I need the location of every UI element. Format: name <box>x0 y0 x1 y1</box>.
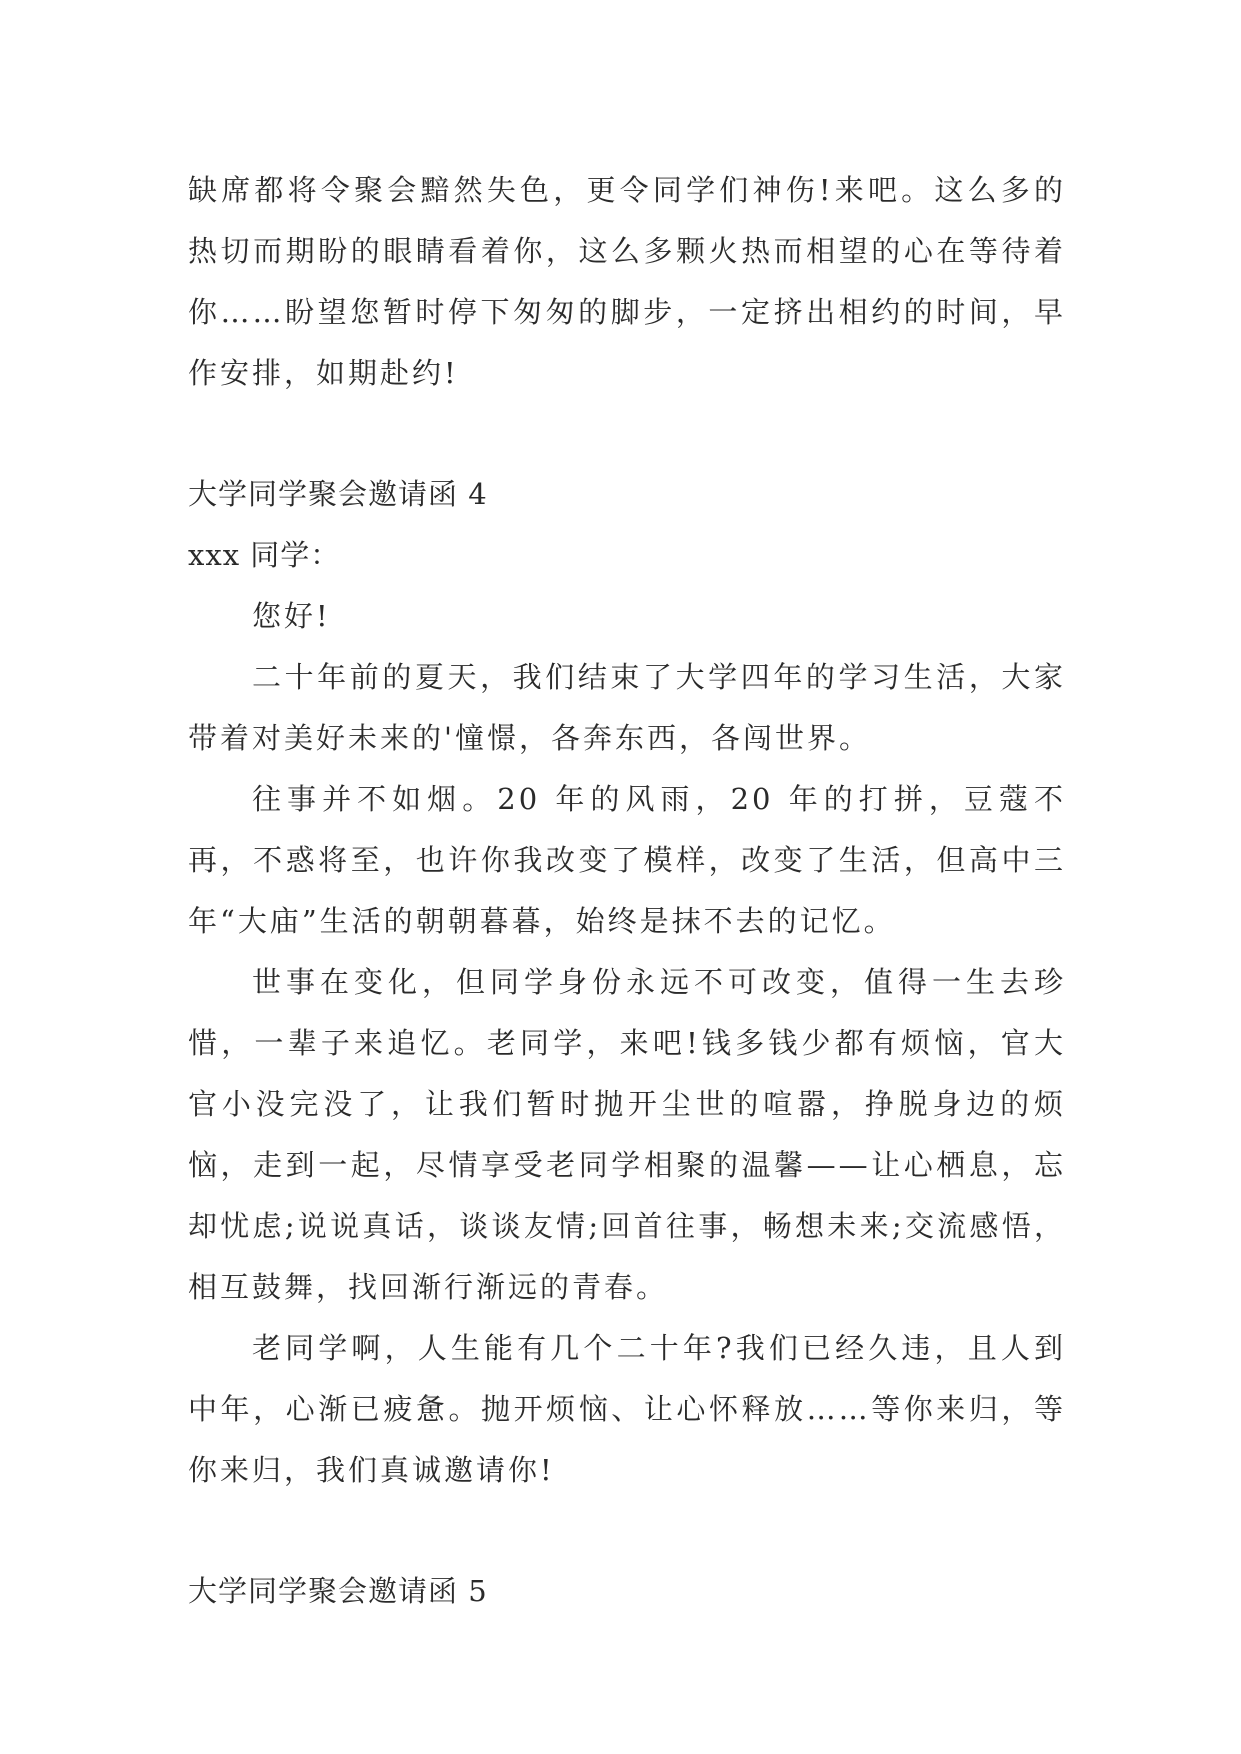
paragraph: 老同学啊，人生能有几个二十年?我们已经久违，且人到中年，心渐已疲惫。抛开烦恼、让心怀释放……等你来归，等你来归，我们真诚邀请你! <box>188 1331 1066 1487</box>
paragraph: 世事在变化，但同学身份永远不可改变，值得一生去珍惜，一辈子来追忆。老同学，来吧!钱多钱少都有烦恼，官大官小没完没了，让我们暂时抛开尘世的喧嚣，挣脱身边的烦恼，走到一起，尽情享受老同学相聚的温馨——让心栖息，忘却忧虑;说说真话，谈谈友情;回首往事，畅想未来;交流感悟，相互鼓舞，找回渐行渐远的青春。 <box>188 965 1066 1304</box>
continued-paragraph: 缺席都将令聚会黯然失色，更令同学们神伤!来吧。这么多的热切而期盼的眼睛看着你，这么多颗火热而相望的心在等待着你……盼望您暂时停下匆匆的脚步，一定挤出相约的时间，早作安排，如期赴约! <box>188 173 1066 390</box>
greeting: 您好! <box>252 599 331 633</box>
salutation: xxx 同学： <box>188 538 341 572</box>
document-body <box>188 160 1066 1622</box>
paragraph: 往事并不如烟。20 年的风雨，20 年的打拼，豆蔻不再，不惑将至，也许你我改变了模样，改变了生活，但高中三年“大庙”生活的朝朝暮暮，始终是抹不去的记忆。 <box>188 782 1066 938</box>
paragraph: 二十年前的夏天，我们结束了大学四年的学习生活，大家带着对美好未来的'憧憬，各奔东西，各闯世界。 <box>188 660 1066 755</box>
section-heading-5: 大学同学聚会邀请函 5 <box>188 1574 488 1608</box>
section-heading-4: 大学同学聚会邀请函 4 <box>188 477 488 511</box>
